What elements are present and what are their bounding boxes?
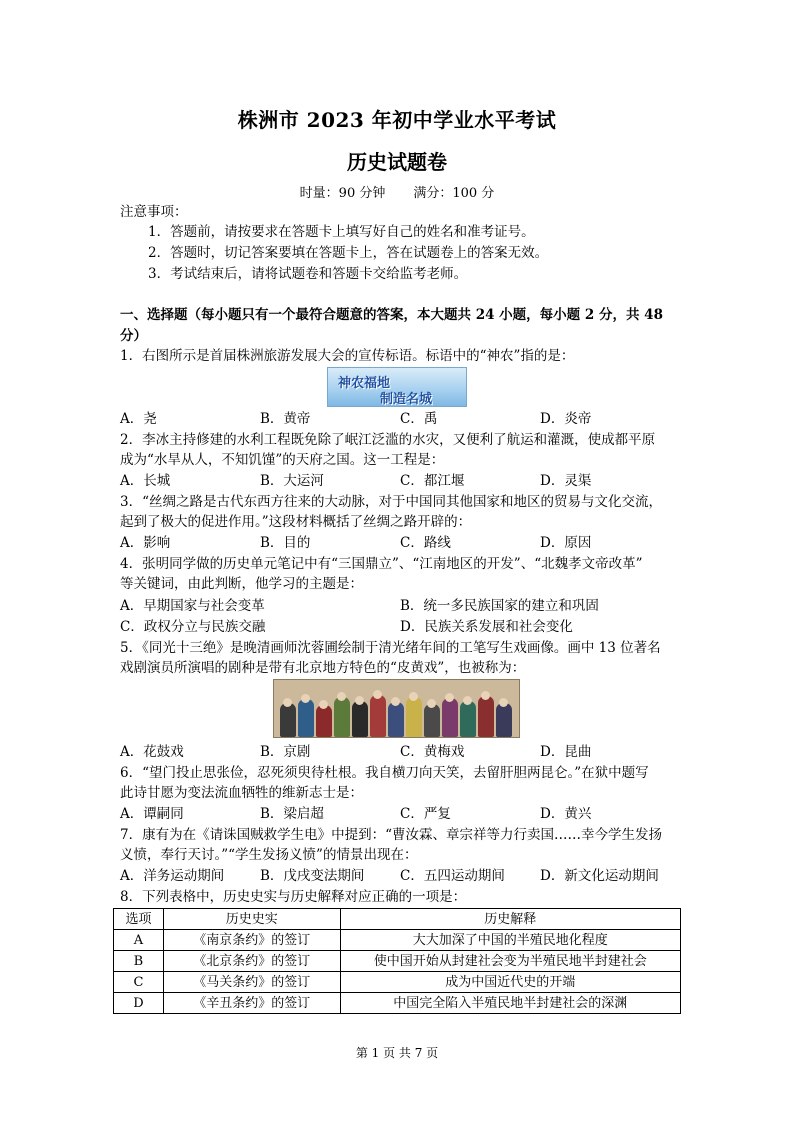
section-heading: 一、选择题（每小题只有一个最符合题意的答案，本大题共 24 小题，每小题 2 分，共 48: [120, 307, 663, 323]
q1-option-c: C．禹: [400, 411, 438, 427]
table-cell: 使中国开始从封建社会变为半殖民地半封建社会: [340, 951, 680, 972]
question-4-line-2: 等关键词，由此判断，他学习的主题是：: [120, 576, 363, 592]
page-number: 第 1 页 共 7 页: [355, 1046, 439, 1060]
notice-item-1: 1．答题前，请按要求在答题卡上填写好自己的姓名和准考证号。: [148, 224, 535, 240]
table-header-row: [114, 909, 681, 930]
question-7-line-2: 义愤，奉行天讨。”“学生发扬义愤”的情景出现在：: [120, 847, 418, 863]
exam-time-score: [0, 182, 794, 201]
table-cell: 大大加深了中国的半殖民地化程度: [340, 930, 680, 951]
q2-option-b: B．大运河: [260, 473, 324, 489]
q2-option-d: D．灵渠: [540, 473, 592, 489]
q4-option-a: A．早期国家与社会变革: [120, 598, 265, 614]
table-cell: 成为中国近代史的开端: [340, 972, 680, 993]
notice-heading: 注意事项：: [120, 204, 188, 220]
question-1-text: 1．右图所示是首届株洲旅游发展大会的宣传标语。标语中的“神农”指的是：: [120, 348, 575, 364]
exam-subtitle: 历史试题卷: [347, 150, 447, 174]
question-3-line-1: 3．“丝绸之路是古代东西方往来的大动脉，对于中国同其他国家和地区的贸易与文化交流，: [120, 494, 662, 510]
q5-option-c: C．黄梅戏: [400, 744, 465, 760]
q3-option-c: C．路线: [400, 535, 451, 551]
q1-option-b: B．黄帝: [260, 411, 311, 427]
q1-option-a: A．尧: [120, 411, 157, 427]
q6-option-d: D．黄兴: [540, 806, 592, 822]
opera-painting-image: [273, 679, 520, 738]
table-header-cell: 选项: [114, 909, 164, 930]
q7-option-a: A．洋务运动期间: [120, 868, 225, 884]
q6-option-b: B．梁启超: [260, 806, 324, 822]
exam-title: 株洲市 2023 年初中学业水平考试: [237, 108, 557, 132]
table-cell: 《南京条约》的签订: [163, 930, 340, 951]
question-2-line-2: 成为“水旱从人，不知饥馑”的天府之国。这一工程是：: [120, 452, 445, 468]
table-cell: C: [114, 972, 164, 993]
table-cell: B: [114, 951, 164, 972]
q4-option-d: D．民族关系发展和社会变化: [400, 619, 573, 635]
table-header-cell: 历史解释: [340, 909, 680, 930]
notice-item-2: 2．答题时，切记答案要填在答题卡上，答在试题卷上的答案无效。: [148, 245, 549, 261]
table-row: [114, 951, 681, 972]
q1-option-d: D．炎帝: [540, 411, 592, 427]
slogan-line-2: 制造名城: [380, 392, 433, 407]
table-cell: 《辛丑条约》的签订: [163, 993, 340, 1014]
question-8-text: 8．下列表格中，历史史实与历史解释对应正确的一项是：: [120, 889, 467, 905]
table-cell: A: [114, 930, 164, 951]
q3-option-d: D．原因: [540, 535, 592, 551]
q3-option-b: B．目的: [260, 535, 311, 551]
history-table: [113, 908, 681, 1014]
section-heading-cont: 分）: [120, 328, 147, 344]
table-header-cell: 历史史实: [163, 909, 340, 930]
question-6-line-1: 6．“望门投止思张俭，忍死须臾待杜根。我自横刀向天笑，去留肝胆两昆仑。”在狱中题写: [120, 765, 649, 781]
q7-option-d: D．新文化运动期间: [540, 868, 659, 884]
question-2-line-1: 2．李冰主持修建的水利工程既免除了岷江泛滥的水灾，又便利了航运和灌溉，使成都平原: [120, 432, 656, 448]
q5-option-d: D．昆曲: [540, 744, 592, 760]
slogan-image: [327, 367, 467, 407]
q5-option-a: A．花鼓戏: [120, 744, 184, 760]
q4-option-c: C．政权分立与民族交融: [120, 619, 266, 635]
question-5-line-2: 戏剧演员所演唱的剧种是带有北京地方特色的“皮黄戏”，也被称为：: [120, 660, 526, 676]
question-3-line-2: 起到了极大的促进作用。”这段材料概括了丝绸之路开辟的：: [120, 514, 472, 530]
q7-option-b: B．戊戌变法期间: [260, 868, 365, 884]
table-cell: D: [114, 993, 164, 1014]
q7-option-c: C．五四运动期间: [400, 868, 505, 884]
q6-option-c: C．严复: [400, 806, 451, 822]
exam-score: 满分：100 分: [413, 186, 495, 201]
notice-item-3: 3．考试结束后，请将试题卷和答题卡交给监考老师。: [148, 266, 468, 282]
question-4-line-1: 4．张明同学做的历史单元笔记中有“三国鼎立”、“江南地区的开发”、“北魏孝文帝改革”: [120, 556, 643, 572]
table-row: [114, 972, 681, 993]
table-cell: 《马关条约》的签订: [163, 972, 340, 993]
q5-option-b: B．京剧: [260, 744, 311, 760]
question-7-line-1: 7．康有为在《请诛国贼救学生电》中提到：“曹汝霖、章宗祥等力行卖国……幸今学生发扬: [120, 827, 662, 843]
question-6-line-2: 此诗甘愿为变法流血牺牲的维新志士是：: [120, 785, 363, 801]
table-row: [114, 993, 681, 1014]
q2-option-a: A．长城: [120, 473, 171, 489]
exam-time: 时量：90 分钟: [299, 186, 386, 201]
q2-option-c: C．都江堰: [400, 473, 465, 489]
q4-option-b: B．统一多民族国家的建立和巩固: [400, 598, 599, 614]
table-cell: 《北京条约》的签订: [163, 951, 340, 972]
q3-option-a: A．影响: [120, 535, 171, 551]
table-cell: 中国完全陷入半殖民地半封建社会的深渊: [340, 993, 680, 1014]
table-row: [114, 930, 681, 951]
q6-option-a: A．谭嗣同: [120, 806, 184, 822]
question-5-line-1: 5．《同光十三绝》是晚清画师沈蓉圃绘制于清光绪年间的工笔写生戏画像。画中 13 位著名: [120, 640, 661, 656]
slogan-line-1: 神农福地: [338, 376, 391, 391]
